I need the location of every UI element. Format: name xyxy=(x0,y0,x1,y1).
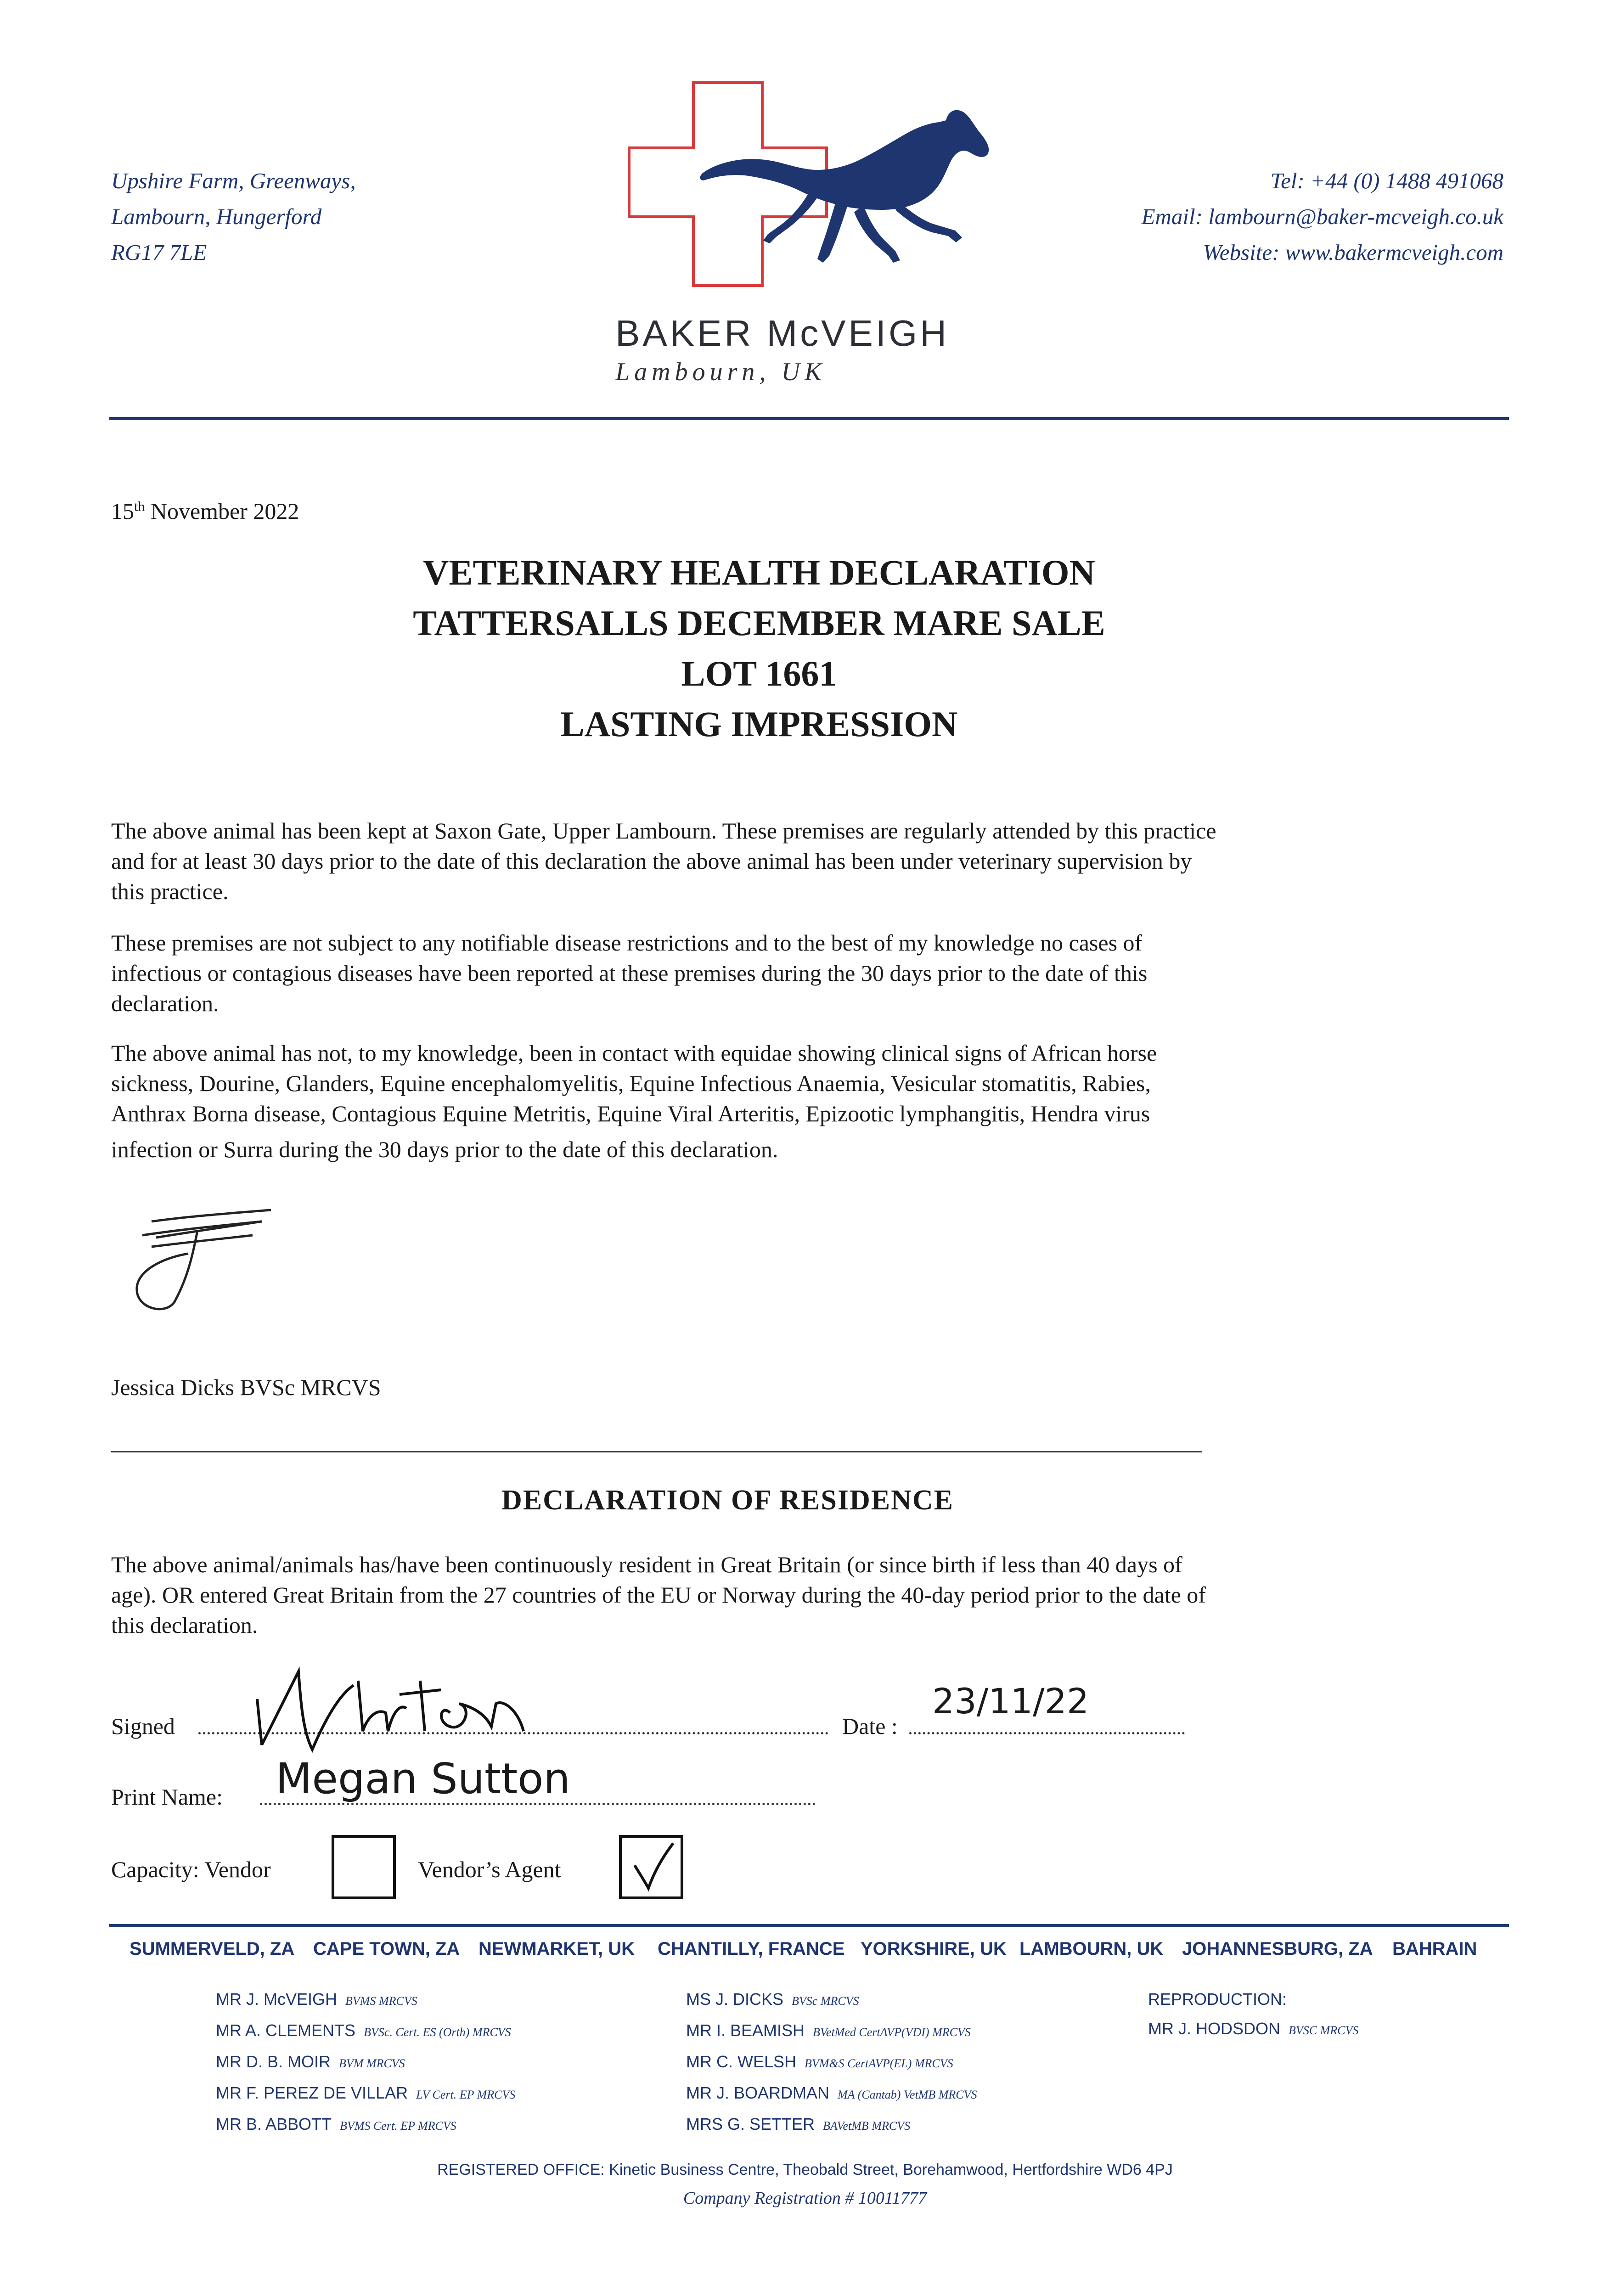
date-day: 15 xyxy=(111,498,134,524)
paragraph-line: These premises are not subject to any notifiable disease restrictions and to the best of my knowledge no cases of xyxy=(111,930,1143,956)
office-location: CHANTILLY, FRANCE xyxy=(658,1939,845,1959)
staff-entry xyxy=(1148,1985,1358,2014)
horse-icon xyxy=(700,110,989,263)
date-label: Date : xyxy=(842,1713,898,1739)
vet-signature xyxy=(124,1203,289,1325)
staff-entry xyxy=(216,2047,515,2078)
staff-qualification: BVSc MRCVS xyxy=(792,1994,859,2008)
office-location: CAPE TOWN, ZA xyxy=(313,1939,460,1959)
staff-name: MR A. CLEMENTS xyxy=(216,2021,356,2040)
brand-location: Lambourn, UK xyxy=(615,358,827,386)
paragraph-line: this practice. xyxy=(111,878,229,904)
contact-line: Tel: +44 (0) 1488 491068 xyxy=(1270,168,1503,193)
residence-paragraph xyxy=(111,1549,1406,1640)
staff-entry xyxy=(686,2110,977,2141)
paragraph-line: The above animal has not, to my knowledge, been in contact with equidae showing clinical signs of African horse xyxy=(111,1040,1157,1066)
address-line: Lambourn, Hungerford xyxy=(111,204,322,229)
staff-entry xyxy=(216,2016,515,2047)
staff-name: MR D. B. MOIR xyxy=(216,2052,331,2071)
practice-logo xyxy=(625,79,1001,311)
paragraph-line: this declaration. xyxy=(111,1612,258,1638)
date-suffix: th xyxy=(134,499,145,514)
paragraph-premises xyxy=(111,816,1406,906)
staff-entry xyxy=(216,1985,515,2016)
date-line[interactable] xyxy=(909,1732,1185,1734)
title-line: LOT 1661 xyxy=(681,653,837,693)
staff-qualification: BVMS MRCVS xyxy=(345,1994,417,2008)
paragraph-contact xyxy=(111,1038,1406,1165)
staff-entry xyxy=(1148,2014,1358,2045)
header-divider xyxy=(109,417,1509,420)
staff-name: MR I. BEAMISH xyxy=(686,2021,805,2040)
staff-name: MS J. DICKS xyxy=(686,1990,784,2009)
staff-qualification: BVM&S CertAVP(EL) MRCVS xyxy=(805,2057,953,2070)
footer-divider xyxy=(109,1924,1509,1927)
staff-entry xyxy=(686,1985,977,2016)
print-name-value[interactable]: Megan Sutton xyxy=(276,1754,570,1803)
staff-entry xyxy=(686,2047,977,2078)
paragraph-line: age). OR entered Great Britain from the 27 countries of the EU or Norway during the 40-day period prior to the date of xyxy=(111,1582,1206,1608)
date-value[interactable]: 23/11/22 xyxy=(932,1681,1089,1722)
registered-office: REGISTERED OFFICE: Kinetic Business Centre, Theobald Street, Borehamwood, Hertfordshire WD6 4PJ xyxy=(437,2161,1173,2178)
staff-column-2 xyxy=(686,1985,977,2141)
brand-name: BAKER McVEIGH xyxy=(615,313,950,354)
contact-line: Email: lambourn@baker-mcveigh.co.uk xyxy=(1141,204,1503,229)
vendor-agent-label: Vendor’s Agent xyxy=(418,1857,561,1882)
practice-contact xyxy=(1142,163,1503,270)
print-name-label: Print Name: xyxy=(111,1784,223,1810)
paragraph-line: infection or Surra during the 30 days prior to the date of this declaration. xyxy=(111,1137,778,1162)
office-locations xyxy=(129,1939,1507,1966)
paragraph-line: The above animal/animals has/have been continuously resident in Great Britain (or since birth if less than 40 days of xyxy=(111,1552,1182,1577)
staff-name: MR B. ABBOTT xyxy=(216,2115,332,2133)
staff-qualification: BVM MRCVS xyxy=(339,2057,405,2070)
practice-address xyxy=(111,163,356,270)
paragraph-line: infectious or contagious diseases have been reported at these premises during the 30 days prior to the date of this xyxy=(111,960,1148,986)
staff-entry xyxy=(686,2078,977,2110)
paragraph-line: The above animal has been kept at Saxon Gate, Upper Lambourn. These premises are regularly attended by this practice xyxy=(111,818,1216,844)
company-registration: Company Registration # 10011777 xyxy=(683,2189,927,2208)
vendor-checkbox[interactable] xyxy=(332,1835,396,1899)
vendor-signature xyxy=(248,1662,533,1756)
date-rest: November 2022 xyxy=(145,498,299,524)
staff-name: MR F. PEREZ DE VILLAR xyxy=(216,2083,408,2102)
paragraph-disease xyxy=(111,928,1406,1019)
declaration-title xyxy=(0,547,1518,749)
office-location: SUMMERVELD, ZA xyxy=(129,1939,295,1959)
capacity-label: Capacity: Vendor xyxy=(111,1857,271,1882)
staff-entry xyxy=(216,2078,515,2110)
contact-line: Website: www.bakermcveigh.com xyxy=(1203,240,1503,265)
title-line: LASTING IMPRESSION xyxy=(560,704,958,744)
staff-name: MR J. BOARDMAN xyxy=(686,2083,830,2102)
paragraph-line: Anthrax Borna disease, Contagious Equine Metritis, Equine Viral Arteritis, Epizootic lymphangitis, Hendra virus xyxy=(111,1101,1150,1126)
section-divider xyxy=(111,1451,1202,1452)
office-location: LAMBOURN, UK xyxy=(1019,1939,1164,1959)
paragraph-line: sickness, Dourine, Glanders, Equine encephalomyelitis, Equine Infectious Anaemia, Vesicular stomatitis, Rabies, xyxy=(111,1070,1151,1096)
staff-entry xyxy=(686,2016,977,2047)
staff-name: MR C. WELSH xyxy=(686,2052,797,2071)
letter-date xyxy=(111,498,299,524)
office-location: BAHRAIN xyxy=(1392,1939,1477,1959)
staff-name: MRS G. SETTER xyxy=(686,2115,815,2133)
staff-qualification: LV Cert. EP MRCVS xyxy=(416,2088,516,2101)
office-location: YORKSHIRE, UK xyxy=(861,1939,1007,1959)
staff-entry xyxy=(216,2110,515,2141)
title-line: TATTERSALLS DECEMBER MARE SALE xyxy=(413,603,1105,643)
staff-name: MR J. McVEIGH xyxy=(216,1990,338,2009)
staff-qualification: BVSC MRCVS xyxy=(1289,2024,1359,2037)
checkmark-icon xyxy=(622,1838,681,1896)
signed-label: Signed xyxy=(111,1713,175,1739)
staff-column-3 xyxy=(1148,1985,1358,2045)
staff-qualification: BAVetMB MRCVS xyxy=(823,2119,911,2133)
office-location: JOHANNESBURG, ZA xyxy=(1182,1939,1373,1959)
title-line: VETERINARY HEALTH DECLARATION xyxy=(423,552,1095,592)
residence-title: DECLARATION OF RESIDENCE xyxy=(501,1485,954,1516)
office-location: NEWMARKET, UK xyxy=(478,1939,635,1959)
signatory-name: Jessica Dicks BVSc MRCVS xyxy=(111,1374,381,1400)
staff-name: MR J. HODSDON xyxy=(1148,2019,1280,2038)
staff-qualification: BVSc. Cert. ES (Orth) MRCVS xyxy=(364,2026,511,2039)
staff-column-1 xyxy=(216,1985,515,2141)
address-line: RG17 7LE xyxy=(111,240,207,265)
staff-section-heading: REPRODUCTION: xyxy=(1148,1990,1287,2009)
staff-qualification: MA (Cantab) VetMB MRCVS xyxy=(838,2088,977,2101)
vendor-agent-checkbox[interactable] xyxy=(619,1835,683,1899)
staff-qualification: BVMS Cert. EP MRCVS xyxy=(340,2119,456,2133)
staff-qualification: BVetMed CertAVP(VDI) MRCVS xyxy=(813,2026,971,2039)
paragraph-line: declaration. xyxy=(111,990,219,1016)
address-line: Upshire Farm, Greenways, xyxy=(111,168,356,193)
paragraph-line: and for at least 30 days prior to the date of this declaration the above animal has been under veterinary supervision by xyxy=(111,848,1192,874)
